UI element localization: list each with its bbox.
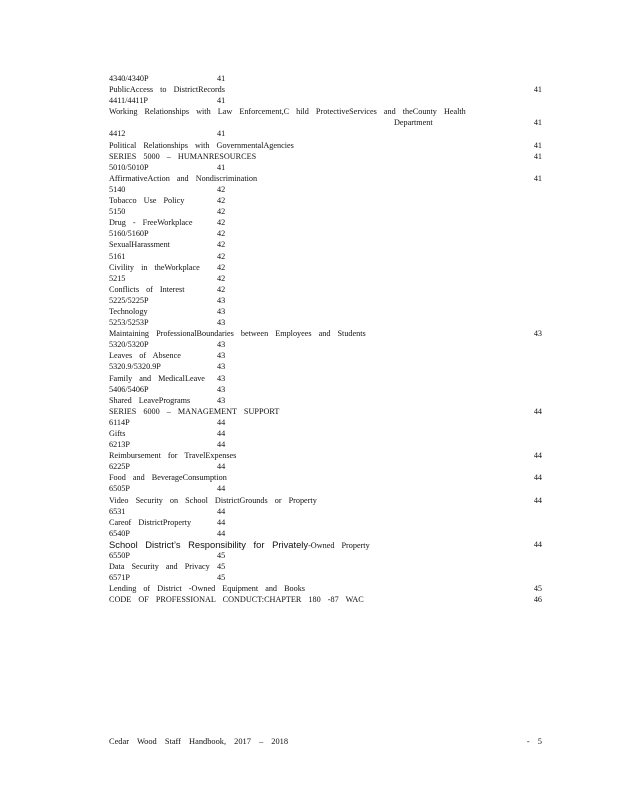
toc-entry-title-text: Working Relationships with Law Enforcement,C hild ProtectiveServices and theCounty Health xyxy=(109,107,466,117)
toc-entry-title xyxy=(109,472,227,483)
toc-entry xyxy=(109,151,542,162)
toc-entry-page: 41 xyxy=(217,129,226,139)
toc-entry xyxy=(109,483,542,494)
toc-entry-title-text: AffirmativeAction and Nondiscrimination xyxy=(109,173,258,183)
toc-entry-title-text: Lending of District -Owned Equipment and Books xyxy=(109,584,305,594)
toc-entry-page: 42 xyxy=(217,196,226,206)
toc-entry-label: Civility in theWorkplace xyxy=(109,262,200,272)
toc-entry-label: Careof DistrictProperty xyxy=(109,517,192,527)
toc-entry-label: 5320.9/5320.9P xyxy=(109,362,161,372)
toc-entry-page: 44 xyxy=(533,451,542,461)
toc-entry xyxy=(109,84,542,95)
toc-entry xyxy=(109,406,542,417)
toc-entry-title-text: School District’s Responsibility for Privately xyxy=(109,538,309,550)
toc-entry-label: 6225P xyxy=(109,462,130,472)
toc-entry xyxy=(109,528,542,539)
toc-entry xyxy=(109,251,542,262)
toc-entry-page: 41 xyxy=(533,140,542,150)
toc-entry xyxy=(109,517,542,528)
toc-entry-page: 41 xyxy=(533,173,542,183)
toc-entry xyxy=(109,472,542,483)
toc-entry xyxy=(109,306,542,317)
toc-entry-label: 5160/5160P xyxy=(109,229,149,239)
toc-entry-label: Leaves of Absence xyxy=(109,351,181,361)
toc-entry-title xyxy=(109,140,294,151)
toc-entry-page: 43 xyxy=(217,373,226,383)
toc-entry-page: 43 xyxy=(533,329,542,339)
toc-entry-label: 4340/4340P xyxy=(109,74,149,83)
toc-entry-title-text: SERIES 5000 – HUMANRESOURCES xyxy=(109,151,257,161)
toc-entry-page: 43 xyxy=(217,351,226,361)
toc-entry-page: 43 xyxy=(217,362,226,372)
toc-entry-label: SexualHarassment xyxy=(109,240,170,250)
toc-entry-title-text: Video Security on School DistrictGrounds or Property xyxy=(109,495,317,505)
toc-entry-title xyxy=(109,495,317,506)
toc-entry-label: 5010/5010P xyxy=(109,162,149,172)
toc-entry-title-text: PublicAccess to DistrictRecords xyxy=(109,85,225,95)
toc-entry xyxy=(109,95,542,106)
toc-entry-title-text: Maintaining ProfessionalBoundaries between Employees and Students xyxy=(109,329,366,339)
toc-entry xyxy=(109,384,542,395)
toc-entry-page: 44 xyxy=(217,417,226,427)
toc-entry-page: 46 xyxy=(533,595,542,605)
page-footer xyxy=(109,736,542,748)
toc-entry-page: 41 xyxy=(217,162,226,172)
toc-entry-page: 44 xyxy=(217,528,226,538)
toc-entry-label: Family and MedicalLeave xyxy=(109,373,205,383)
toc-entry xyxy=(109,506,542,517)
toc-entry xyxy=(109,594,542,605)
toc-entry-page: 44 xyxy=(217,506,226,516)
toc-entry-page: 42 xyxy=(217,207,226,217)
toc-entry-page: 44 xyxy=(217,484,226,494)
toc-entry-label: 5161 xyxy=(109,251,126,261)
toc-entry-page: 45 xyxy=(533,584,542,594)
toc-entry-page: 42 xyxy=(217,184,226,194)
toc-entry-page: 41 xyxy=(533,85,542,95)
toc-entry-page: 45 xyxy=(217,551,226,561)
toc-entry-page: 41 xyxy=(217,74,226,83)
toc-entry xyxy=(109,561,542,572)
toc-entry-title-text: Reimbursement for TravelExpenses xyxy=(109,451,237,461)
toc-entry-title xyxy=(109,450,236,461)
toc-entry-label: 6531 xyxy=(109,506,126,516)
toc-entry-page: 44 xyxy=(533,406,542,416)
toc-entry-title-suffix: -Owned Property xyxy=(308,540,370,550)
toc-entry-title xyxy=(109,173,257,184)
toc-entry-label: Technology xyxy=(109,306,148,316)
toc-entry-page: 41 xyxy=(217,96,226,106)
toc-entry-label: 5406/5406P xyxy=(109,384,149,394)
toc-entry xyxy=(109,328,542,339)
toc-entry xyxy=(109,339,542,350)
toc-entry-page: 44 xyxy=(217,429,226,438)
toc-entry-page: 43 xyxy=(217,306,226,316)
toc-entry-page: 43 xyxy=(217,340,226,350)
toc-entry-page: 43 xyxy=(217,295,226,305)
toc-entry xyxy=(109,461,542,472)
toc-entry xyxy=(109,361,542,372)
toc-entry xyxy=(109,539,542,550)
toc-entry xyxy=(109,495,542,506)
toc-entry xyxy=(109,373,542,384)
toc-entry-title xyxy=(394,117,542,128)
toc-entry xyxy=(109,350,542,361)
toc-entry-page: 43 xyxy=(217,318,226,328)
toc-entry-label: Drug - FreeWorkplace xyxy=(109,218,193,228)
toc-entry-label: Data Security and Privacy xyxy=(109,562,210,572)
toc-entry-label: 6550P xyxy=(109,551,130,561)
toc-entry xyxy=(109,140,542,151)
toc-entry-label: 6571P xyxy=(109,573,130,583)
toc-entry xyxy=(109,450,542,461)
toc-entry-label: 4412 xyxy=(109,129,126,139)
toc-entry-page: 43 xyxy=(217,384,226,394)
toc-entry xyxy=(109,73,542,84)
footer-page-number: - 5 xyxy=(526,737,542,746)
toc-entry-label: Conflicts of Interest xyxy=(109,284,185,294)
toc-entry-title xyxy=(109,406,279,417)
toc-entry xyxy=(109,239,542,250)
toc-entry-label: 5150 xyxy=(109,207,126,217)
toc-entry-page: 44 xyxy=(217,517,226,527)
toc-entry-page: 44 xyxy=(533,495,542,505)
toc-entry-label: Shared LeavePrograms xyxy=(109,395,191,405)
toc-entry-title xyxy=(109,106,466,117)
toc-entry-page: 41 xyxy=(533,151,542,161)
toc-entry-page: 44 xyxy=(533,473,542,483)
toc-entry xyxy=(109,395,542,406)
toc-entry-page: 44 xyxy=(217,440,226,450)
toc-entry xyxy=(109,162,542,173)
toc-entry-title-text: Political Relationships with GovernmentalAgencies xyxy=(109,140,294,150)
toc-entry-title xyxy=(109,594,364,605)
toc-entry-label: 6540P xyxy=(109,528,130,538)
toc-entry-label: 6505P xyxy=(109,484,130,494)
toc-entry xyxy=(109,173,542,184)
toc-entry-label: 5253/5253P xyxy=(109,318,149,328)
table-of-contents xyxy=(109,73,542,606)
toc-entry-title-text: CODE OF PROFESSIONAL CONDUCT:CHAPTER 180 -87 WAC xyxy=(109,595,364,605)
toc-entry xyxy=(109,572,542,583)
toc-entry-page: 45 xyxy=(217,562,226,572)
toc-entry-title-text: Department xyxy=(394,118,433,128)
toc-entry xyxy=(109,184,542,195)
toc-entry-label: Tobacco Use Policy xyxy=(109,196,185,206)
toc-entry-page: 42 xyxy=(217,273,226,283)
toc-entry xyxy=(109,295,542,306)
toc-entry-title-text: Food and BeverageConsumption xyxy=(109,473,227,483)
toc-entry-page: 42 xyxy=(217,229,226,239)
toc-entry xyxy=(109,128,542,139)
toc-entry xyxy=(109,273,542,284)
toc-entry-page: 42 xyxy=(217,262,226,272)
toc-entry-page: 41 xyxy=(533,118,542,128)
toc-entry-page: 43 xyxy=(217,395,226,405)
toc-entry-page: 44 xyxy=(217,462,226,472)
toc-entry-title xyxy=(109,328,366,339)
footer-title: Cedar Wood Staff Handbook, 2017 – 2018 xyxy=(109,737,289,746)
toc-entry xyxy=(109,417,542,428)
toc-entry xyxy=(109,428,542,439)
toc-entry-label: Gifts xyxy=(109,429,126,438)
toc-entry xyxy=(109,550,542,561)
toc-entry-page: 42 xyxy=(217,218,226,228)
toc-entry xyxy=(109,217,542,228)
toc-entry xyxy=(109,117,542,128)
toc-entry-page: 42 xyxy=(217,251,226,261)
toc-entry-label: 6114P xyxy=(109,417,130,427)
toc-entry-page: 45 xyxy=(217,573,226,583)
toc-entry-label: 5225/5225P xyxy=(109,295,149,305)
toc-entry xyxy=(109,206,542,217)
toc-entry-page: 42 xyxy=(217,240,226,250)
toc-entry-page: 44 xyxy=(533,539,542,549)
toc-entry xyxy=(109,195,542,206)
toc-entry-label: 5140 xyxy=(109,184,126,194)
toc-entry-label: 6213P xyxy=(109,440,130,450)
toc-entry-label: 5320/5320P xyxy=(109,340,149,350)
toc-entry xyxy=(109,583,542,594)
toc-entry-label: 4411/4411P xyxy=(109,96,148,106)
toc-entry xyxy=(109,106,542,117)
toc-entry-title xyxy=(109,84,225,95)
toc-entry xyxy=(109,439,542,450)
toc-entry-title-text: SERIES 6000 – MANAGEMENT SUPPORT xyxy=(109,406,280,416)
toc-entry-page: 42 xyxy=(217,284,226,294)
toc-entry xyxy=(109,317,542,328)
toc-entry-title xyxy=(109,151,256,162)
toc-entry-title xyxy=(109,583,305,594)
toc-entry-label: 5215 xyxy=(109,273,126,283)
toc-entry xyxy=(109,228,542,239)
toc-entry xyxy=(109,262,542,273)
toc-entry xyxy=(109,284,542,295)
